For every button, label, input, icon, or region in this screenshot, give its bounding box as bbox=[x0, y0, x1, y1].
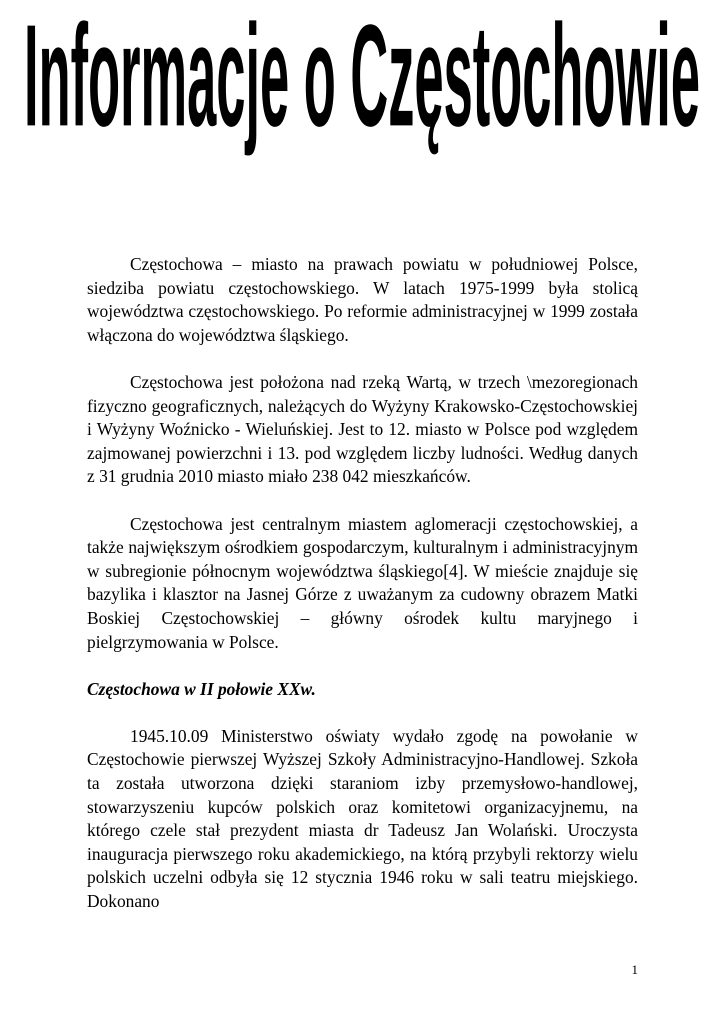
paragraph-intro: Częstochowa – miasto na prawach powiatu w południowej Polsce, siedziba powiatu częstochowskiego. W latach 1975-1999 była stolicą województwa częstochowskiego. Po reformie administracyjnej w 1999 została włączona do województwa śląskiego. bbox=[87, 254, 638, 345]
section-heading: Częstochowa w II połowie XXw. bbox=[87, 678, 316, 699]
document-title bbox=[14, 8, 710, 158]
page-number: 1 bbox=[631, 962, 638, 977]
title-wordart bbox=[14, 8, 710, 158]
paragraph-history: 1945.10.09 Ministerstwo oświaty wydało zgodę na powołanie w Częstochowie pierwszej Wyższej Szkoły Administracyjno-Handlowej. Szkoła ta została utworzona dzięki staraniom izby przemysłowo-handlowej, stowarzyszeniu kupców polskich oraz komitetowi organizacyjnemu, na którego czele stał prezydent miasta dr Tadeusz Jan Wolański. Uroczysta inauguracja pierwszego roku akademickiego, na którą przybyli rektorzy wielu polskich uczelni odbyła się 12 stycznia 1946 roku w sali teatru miejskiego. Dokonano bbox=[87, 725, 638, 912]
document-body bbox=[87, 253, 638, 914]
paragraph-geography: Częstochowa jest położona nad rzeką Wartą, w trzech \mezoregionach fizyczno geograficznych, należących do Wyżyny Krakowsko-Częstochowskiej i Wyżyny Woźnicko - Wieluńskiej. Jest to 12. miasto w Polsce pod względem zajmowanej powierzchni i 13. pod względem liczby ludności. Według danych z 31 grudnia 2010 miasto miało 238 042 mieszkańców. bbox=[87, 371, 638, 487]
paragraph-agglomeration: Częstochowa jest centralnym miastem aglomeracji częstochowskiej, a także największym ośrodkiem gospodarczym, kulturalnym i administracyjnym w subregionie północnym województwa śląskiego[4]. W mieście znajduje się bazylika i klasztor na Jasnej Górze z uważanym za cudowny obrazem Matki Boskiej Częstochowskiej – główny ośrodek kultu maryjnego i pielgrzymowania w Polsce. bbox=[87, 513, 638, 652]
title-text: Informacje o Częstochowie bbox=[24, 8, 701, 157]
